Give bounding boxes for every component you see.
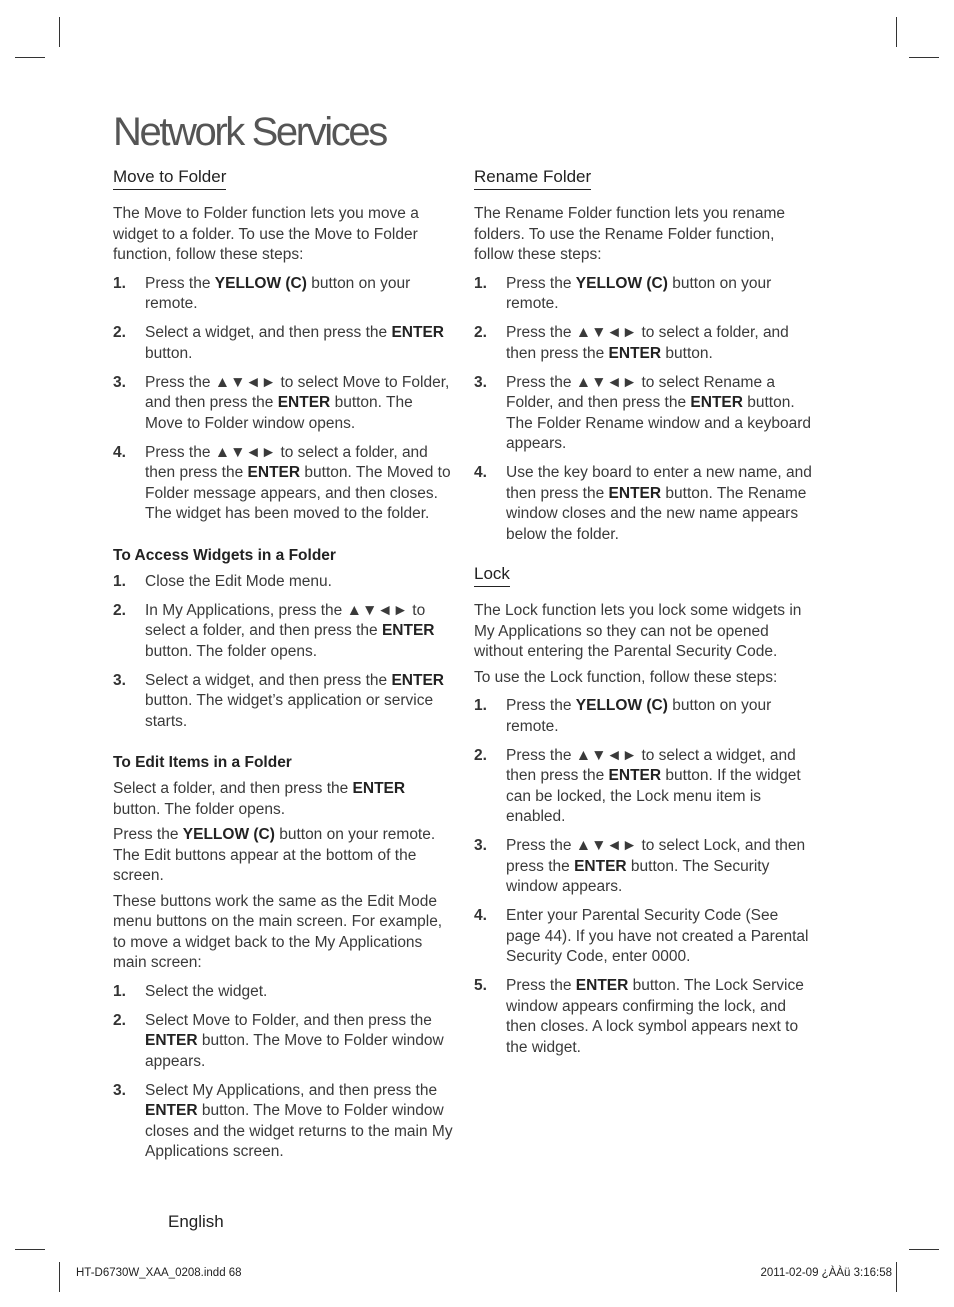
text-run: These buttons work the same as the Edit Mode menu buttons on the main screen. For example, to move a widget back to the My Applications main screen:	[113, 892, 443, 971]
text-run: Select Move to Folder, and then press the	[145, 1011, 432, 1029]
step-item	[474, 836, 814, 898]
text-run: button. The Rename window closes and the new name appears below the folder.	[506, 484, 807, 543]
step-number: 1.	[113, 572, 126, 590]
text-run: Press the	[506, 697, 576, 714]
text-run: button.	[661, 344, 713, 362]
step-number: 1.	[474, 274, 487, 292]
step-number: 1.	[474, 697, 487, 714]
text-run: Press the ▲▼◄► to select a folder, and then press the	[145, 443, 428, 481]
button-name: ENTER	[690, 394, 743, 411]
step-number: 3.	[113, 671, 126, 689]
page-title: Network Services	[113, 110, 386, 154]
subsection-heading: To Edit Items in a Folder	[113, 754, 292, 771]
section-heading: Move to Folder	[113, 166, 226, 190]
section-intro-2: To use the Lock function, follow these steps:	[474, 668, 778, 686]
step-list	[113, 572, 453, 733]
button-name: YELLOW (C)	[182, 826, 275, 843]
step-number: 2.	[113, 324, 126, 341]
text-run: button on your remote.	[506, 274, 772, 312]
step-number: 2.	[113, 1011, 126, 1029]
text-run: Press the ▲▼◄► to select a folder, and then press the	[506, 324, 789, 362]
step-item	[474, 373, 814, 455]
text-run: button. The Moved to Folder message appears, and then closes. The widget has been moved to the folder.	[145, 464, 451, 522]
text-run: Press the	[506, 977, 576, 994]
step-item	[474, 976, 814, 1058]
footer-language: English	[168, 1212, 224, 1231]
button-name: ENTER	[608, 344, 662, 362]
text-run: button. The Folder Rename window and a keyboard appears.	[506, 394, 812, 452]
move-to-folder-section	[113, 166, 453, 525]
section-intro: The Lock function lets you lock some widgets in My Applications so they can not be opened without entering the Parental Security Code.	[474, 602, 802, 660]
step-item	[474, 906, 814, 968]
step-item	[474, 746, 814, 828]
button-name: ENTER	[381, 622, 435, 639]
step-number: 4.	[474, 907, 487, 924]
step-item	[113, 982, 453, 1003]
step-item	[113, 323, 453, 364]
section-intro: The Move to Folder function lets you move a widget to a folder. To use the Move to Folder function, follow these steps:	[113, 205, 419, 263]
text-run: Press the ▲▼◄► to select Move to Folder, and then press the	[145, 373, 450, 411]
crop-mark	[896, 1262, 897, 1292]
step-number: 3.	[474, 373, 487, 391]
step-list	[474, 696, 814, 1058]
text-run: Select My Applications, and then press the	[145, 1081, 438, 1099]
text-run: button on your remote.	[145, 274, 411, 312]
text-run: button. If the widget can be locked, the Lock menu item is enabled.	[506, 767, 801, 825]
text-run: button on your remote.	[506, 697, 772, 735]
step-number: 2.	[474, 324, 487, 341]
left-column	[113, 166, 453, 1171]
text-run: button. The Move to Folder window appears.	[145, 1032, 444, 1070]
text-run: Use the key board to enter a new name, and then press the	[506, 464, 812, 502]
step-item	[113, 671, 453, 733]
paragraph-group	[113, 779, 453, 974]
text-run: button. The folder opens.	[113, 800, 286, 818]
step-number: 3.	[474, 837, 487, 854]
text-run: In My Applications, press the ▲▼◄► to select a folder, and then press the	[145, 601, 426, 639]
button-name: ENTER	[145, 1102, 198, 1119]
text-run: Press the ▲▼◄► to select Lock, and then press the	[506, 837, 806, 875]
crop-mark	[15, 57, 45, 58]
step-item	[113, 274, 453, 315]
step-item	[113, 443, 453, 525]
button-name: ENTER	[608, 484, 662, 502]
text-run: button. The Move to Folder window closes and the widget returns to the main My Applications screen.	[145, 1102, 453, 1160]
text-run: Press the	[113, 826, 183, 843]
text-run: button. The Security window appears.	[506, 857, 770, 895]
text-run: button. The folder opens.	[145, 642, 318, 660]
step-item	[474, 323, 814, 364]
crop-mark	[59, 17, 60, 47]
step-list	[474, 274, 814, 546]
step-item	[474, 696, 814, 737]
step-item	[113, 1011, 453, 1073]
step-number: 5.	[474, 977, 487, 994]
step-number: 2.	[474, 746, 487, 764]
step-item	[474, 463, 814, 545]
step-item	[474, 274, 814, 315]
edit-items-section	[113, 752, 453, 1163]
button-name: ENTER	[574, 857, 627, 875]
subsection-heading: To Access Widgets in a Folder	[113, 546, 336, 564]
button-name: ENTER	[352, 780, 406, 797]
text-run: Select a folder, and then press the	[113, 780, 353, 797]
button-name: ENTER	[145, 1032, 198, 1049]
text-run: button. The Lock Service window appears confirming the lock, and then closes. A lock symbol appears next to the widget.	[506, 977, 804, 1056]
paragraph	[113, 825, 453, 887]
crop-mark	[909, 57, 939, 58]
step-number: 1.	[113, 982, 126, 1000]
step-number: 2.	[113, 601, 126, 619]
slug-timestamp: 2011-02-09 ¿ÀÀü 3:16:58	[760, 1267, 892, 1279]
crop-mark	[896, 17, 897, 47]
button-name: ENTER	[575, 977, 629, 994]
text-run: Select a widget, and then press the	[145, 324, 392, 341]
text-run: Select a widget, and then press the	[145, 671, 392, 689]
step-item	[113, 1081, 453, 1163]
right-column	[474, 166, 814, 1067]
text-run: Press the	[506, 274, 576, 292]
button-name: YELLOW (C)	[575, 274, 668, 292]
text-run: Enter your Parental Security Code (See page 44). If you have not created a Parental Security Code, enter 0000.	[506, 907, 809, 965]
step-number: 3.	[113, 1081, 126, 1099]
button-name: YELLOW (C)	[214, 274, 307, 292]
paragraph	[113, 779, 453, 820]
button-name: YELLOW (C)	[575, 697, 668, 714]
slug-filename: HT-D6730W_XAA_0208.indd 68	[76, 1267, 242, 1279]
text-run: button. The widget’s application or service starts.	[145, 692, 434, 730]
paragraph	[113, 892, 453, 974]
text-run: Close the Edit Mode menu.	[145, 572, 332, 590]
step-list	[113, 274, 453, 525]
button-name: ENTER	[277, 394, 331, 411]
text-run: Press the ▲▼◄► to select a widget, and then press the	[506, 746, 796, 784]
text-run: Select the widget.	[145, 982, 268, 1000]
crop-mark	[909, 1249, 939, 1250]
section-intro: The Rename Folder function lets you rename folders. To use the Rename Folder function, follow these steps:	[474, 205, 786, 263]
button-name: ENTER	[391, 671, 444, 689]
section-heading: Lock	[474, 563, 510, 587]
crop-mark	[15, 1249, 45, 1250]
step-number: 3.	[113, 373, 126, 391]
crop-mark	[59, 1262, 60, 1292]
button-name: ENTER	[391, 324, 444, 341]
section-heading: Rename Folder	[474, 166, 591, 190]
text-run: Press the ▲▼◄► to select Rename a Folder, and then press the	[506, 373, 775, 411]
step-number: 4.	[474, 464, 487, 481]
step-item	[113, 572, 453, 593]
text-run: button.	[145, 344, 193, 362]
step-item	[113, 373, 453, 435]
step-number: 1.	[113, 274, 126, 292]
text-run: Press the	[145, 274, 215, 292]
text-run: button on your remote. The Edit buttons appear at the bottom of the screen.	[113, 826, 436, 884]
button-name: ENTER	[608, 767, 662, 784]
step-item	[113, 601, 453, 663]
button-name: ENTER	[247, 464, 301, 481]
access-widgets-section	[113, 545, 453, 733]
step-list	[113, 982, 453, 1163]
step-number: 4.	[113, 443, 126, 461]
text-run: button. The Move to Folder window opens.	[145, 394, 413, 432]
rename-folder-section	[474, 166, 814, 545]
lock-section	[474, 563, 814, 1058]
